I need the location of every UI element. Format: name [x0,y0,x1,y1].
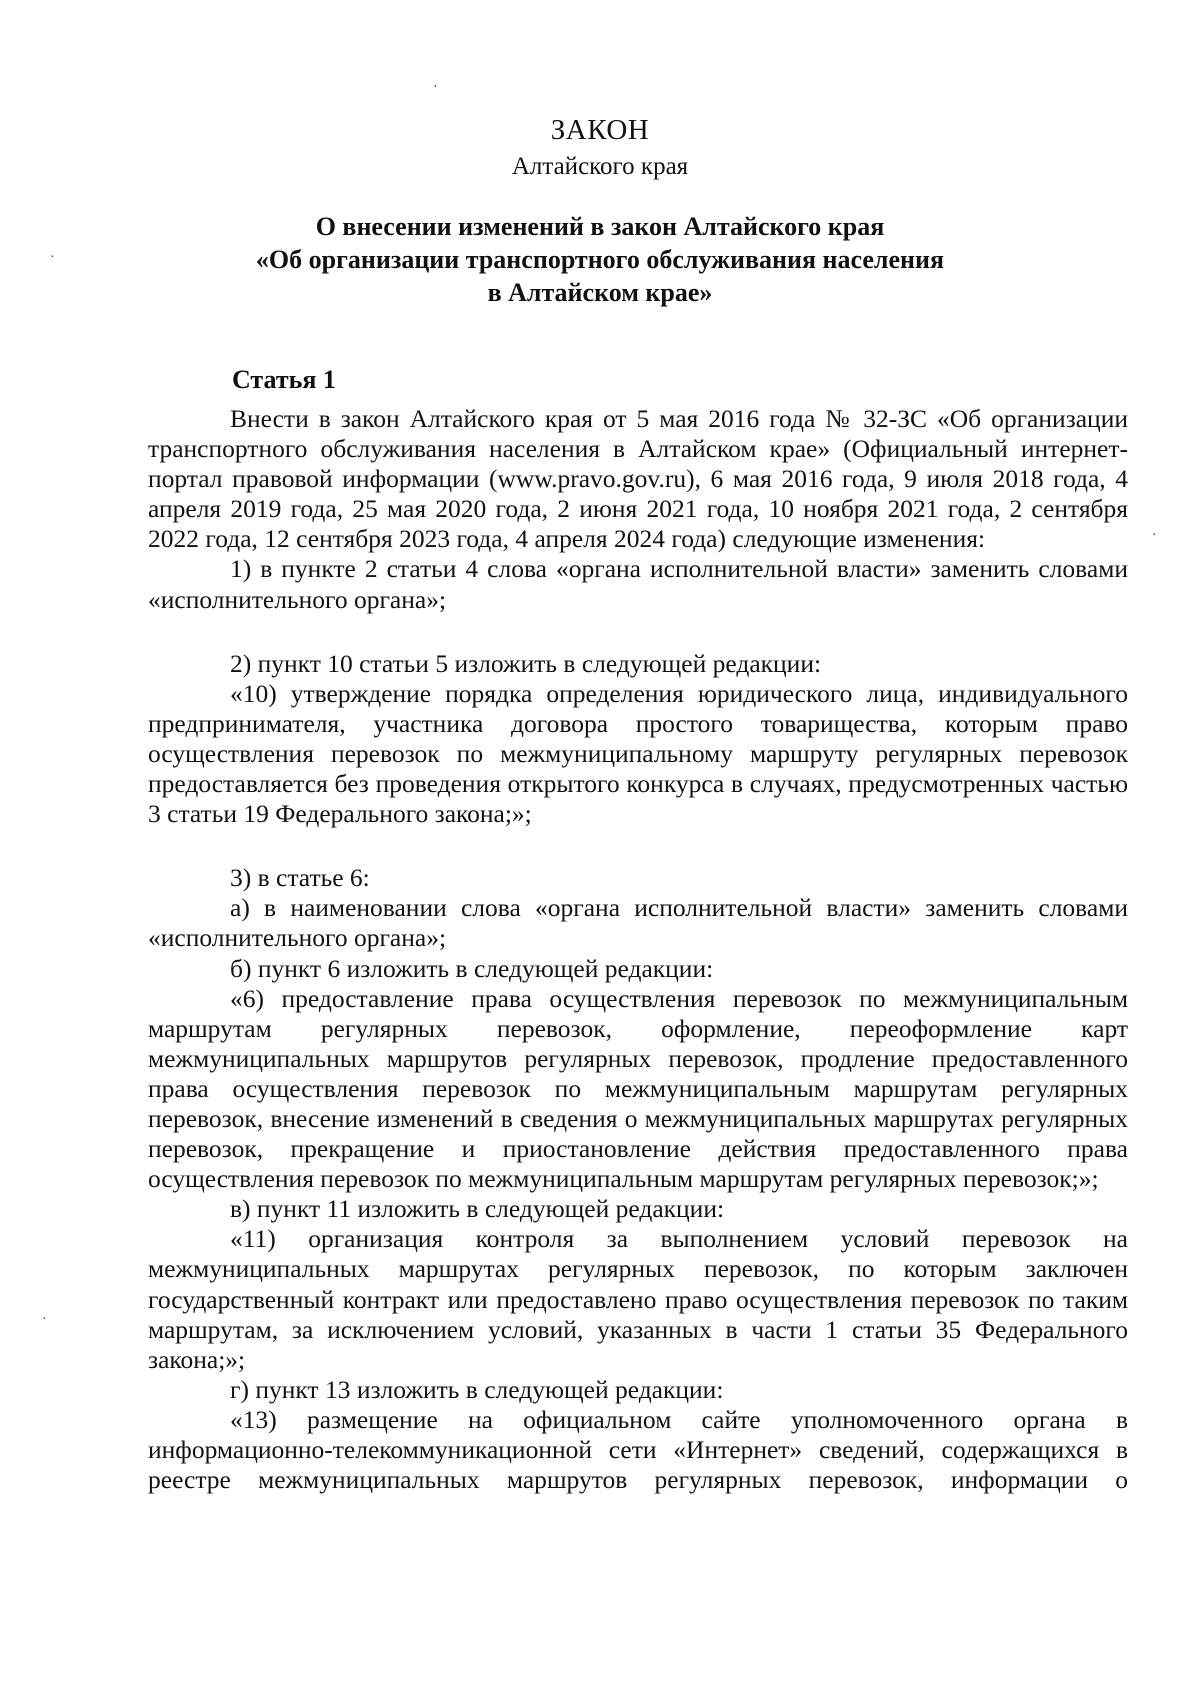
article-heading: Статья 1 [232,365,336,394]
paragraph: «13) размещение на официальном сайте уполномоченного органа в информационно-телекоммуникационной сети «Интернет» сведений, содержащихся в реестре межмуниципальных маршрутов регулярных перевозок, информации о [148,1404,1128,1495]
article-body [148,404,1128,1495]
title-line: «Об организации транспортного обслуживания населения [255,245,945,274]
paragraph: в) пункт 11 изложить в следующей редакции: [230,1194,725,1224]
paragraph: б) пункт 6 изложить в следующей редакции: [230,953,714,983]
paragraph: «6) предоставление права осуществления перевозок по межмуниципальным маршрутам регулярных перевозок, оформление, переоформление карт межмуниципальных маршрутов регулярных перевозок, продление предоставленного права осуществления перевозок по межмуниципальным маршрутам регулярных перевозок, внесение изменений в сведения о межмуниципальных маршрутах регулярных перевозок, прекращение и приостановление действия предоставленного права осуществления перевозок по межмуниципальным маршрутам регулярных перевозок;»; [148,983,1128,1194]
paragraph: г) пункт 13 изложить в следующей редакции: [230,1374,724,1404]
scan-speck: · [433,80,438,95]
paragraph: Внести в закон Алтайского края от 5 мая 2016 года № 32-ЗС «Об организации транспортного обслуживания населения в Алтайском крае» (Официальный интернет-портал правовой информации (www.pravo.gov.ru), 6 мая 2016 года, 9 июля 2018 года, 4 апреля 2019 года, 25 мая 2020 года, 2 июня 2021 года, 10 ноября 2021 года, 2 сентября 2022 года, 12 сентября 2023 года, 4 апреля 2024 года) следующие изменения: [148,404,1128,554]
title-line: О внесении изменений в закон Алтайского края [315,212,885,241]
paragraph: а) в наименовании слова «органа исполнительной власти» заменить словами «исполнительного органа»; [148,893,1128,953]
paragraph: «10) утверждение порядка определения юридического лица, индивидуального предпринимателя, участника договора простого товарищества, которым право осуществления перевозок по межмуниципальному маршруту регулярных перевозок предоставляется без проведения открытого конкурса в случаях, предусмотренных частью 3 статьи 19 Федерального закона;»; [148,678,1128,829]
document-type: ЗАКОН [550,114,650,146]
document-title [0,210,1200,309]
scan-speck: · [42,1312,47,1327]
title-line: в Алтайском крае» [487,278,713,307]
paragraph: 1) в пункте 2 статьи 4 слова «органа исполнительной власти» заменить словами «исполнительного органа»; [148,554,1128,614]
paragraph: «11) организация контроля за выполнением условий перевозок на межмуниципальных маршрутах регулярных перевозок, по которым заключен государственный контракт или предоставлено право осуществления перевозок по таким маршрутам, за исключением условий, указанных в части 1 статьи 35 Федерального закона;»; [148,1224,1128,1374]
scan-speck: · [50,250,55,265]
paragraph: 2) пункт 10 статьи 5 изложить в следующей редакции: [230,648,822,678]
document-region: Алтайского края [511,153,689,180]
scan-speck: · [1152,528,1157,543]
paragraph: 3) в статье 6: [230,863,370,893]
